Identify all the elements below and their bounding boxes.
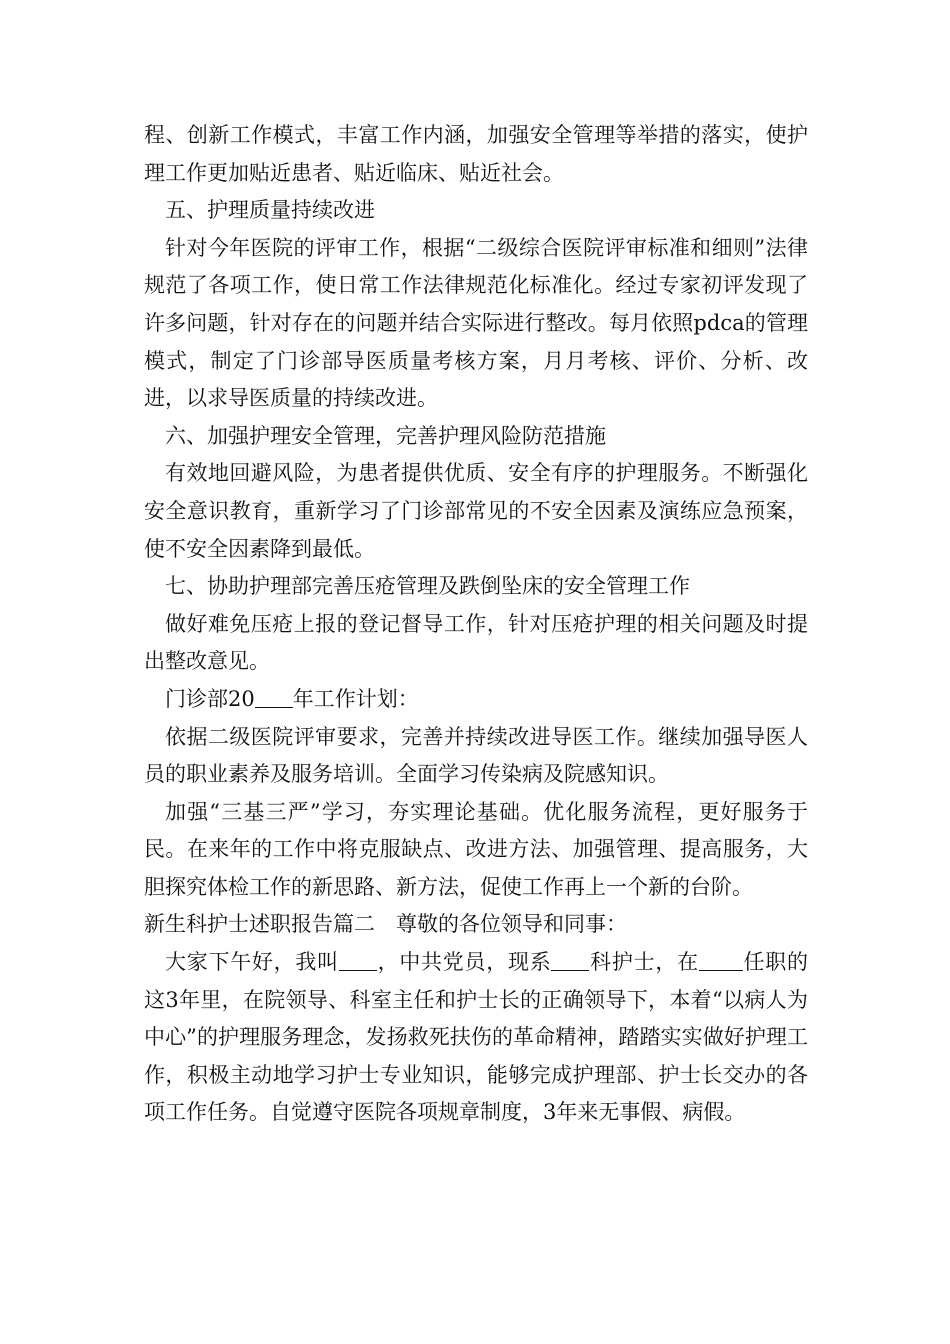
paragraph-continuation: 程、创新工作模式，丰富工作内涵，加强安全管理等举措的落实，使护理工作更加贴近患者、贴近临床、贴近社会。 xyxy=(144,123,808,185)
section-heading-5: 五、护理质量持续改进 xyxy=(165,198,375,223)
section-heading-6: 六、加强护理安全管理，完善护理风险防范措施 xyxy=(165,423,606,448)
blank-underline-department xyxy=(551,948,589,971)
paragraph-pressure-ulcer: 做好难免压疮上报的登记督导工作，针对压疮护理的相关问题及时提出整改意见。 xyxy=(144,611,808,674)
self-intro-part-b: ，中共党员，现系 xyxy=(376,950,552,975)
blank-underline xyxy=(255,685,293,708)
paragraph-plan-1: 依据二级医院评审要求，完善并持续改进导医工作。继续加强导医人员的职业素养及服务培训。全面学习传染病及院感知识。 xyxy=(144,724,808,787)
self-intro-part-a: 大家下午好，我叫 xyxy=(165,950,339,975)
plan-heading xyxy=(144,681,808,719)
self-intro-part-c: 科护士，在 xyxy=(589,950,699,975)
self-intro-part-d: 任职的这3年里，在院领导、科室主任和护士长的正确领导下，本着“以病人为中心”的护理服务理念，发扬救死扶伤的革命精神，踏踏实实做好护理工作，积极主动地学习护士专业知识，能够完成护理部、护士长交办的各项工作任务。自觉遵守医院各项规章制度，3年来无事假、病假。 xyxy=(144,950,809,1125)
blank-underline-place xyxy=(699,948,743,971)
blank-underline-name xyxy=(339,948,377,971)
document-body xyxy=(144,117,808,1132)
paragraph-review-work: 针对今年医院的评审工作，根据“二级综合医院评审标准和细则”法律规范了各项工作，使日常工作法律规范化标准化。经过专家初评发现了许多问题，针对存在的问题并结合实际进行整改。每月依照pdca的管理模式，制定了门诊部导医质量考核方案，月月考核、评价、分析、改进，以求导医质量的持续改进。 xyxy=(144,235,808,411)
paragraph-risk-avoidance: 有效地回避风险，为患者提供优质、安全有序的护理服务。不断强化安全意识教育，重新学习了门诊部常见的不安全因素及演练应急预案，使不安全因素降到最低。 xyxy=(144,461,808,561)
section-heading-7: 七、协助护理部完善压疮管理及跌倒坠床的安全管理工作 xyxy=(165,574,690,599)
section-2-title: 新生科护士述职报告篇二 尊敬的各位领导和同事： xyxy=(144,912,627,937)
plan-heading-prefix: 门诊部20 xyxy=(165,686,255,711)
paragraph-self-intro xyxy=(144,944,808,1132)
paragraph-plan-2: 加强“三基三严”学习，夯实理论基础。优化服务流程，更好服务于民。在来年的工作中将克服缺点、改进方法、加强管理、提高服务，大胆探究体检工作的新思路、新方法，促使工作再上一个新的台阶。 xyxy=(144,799,808,899)
plan-heading-suffix: 年工作计划： xyxy=(292,686,419,711)
